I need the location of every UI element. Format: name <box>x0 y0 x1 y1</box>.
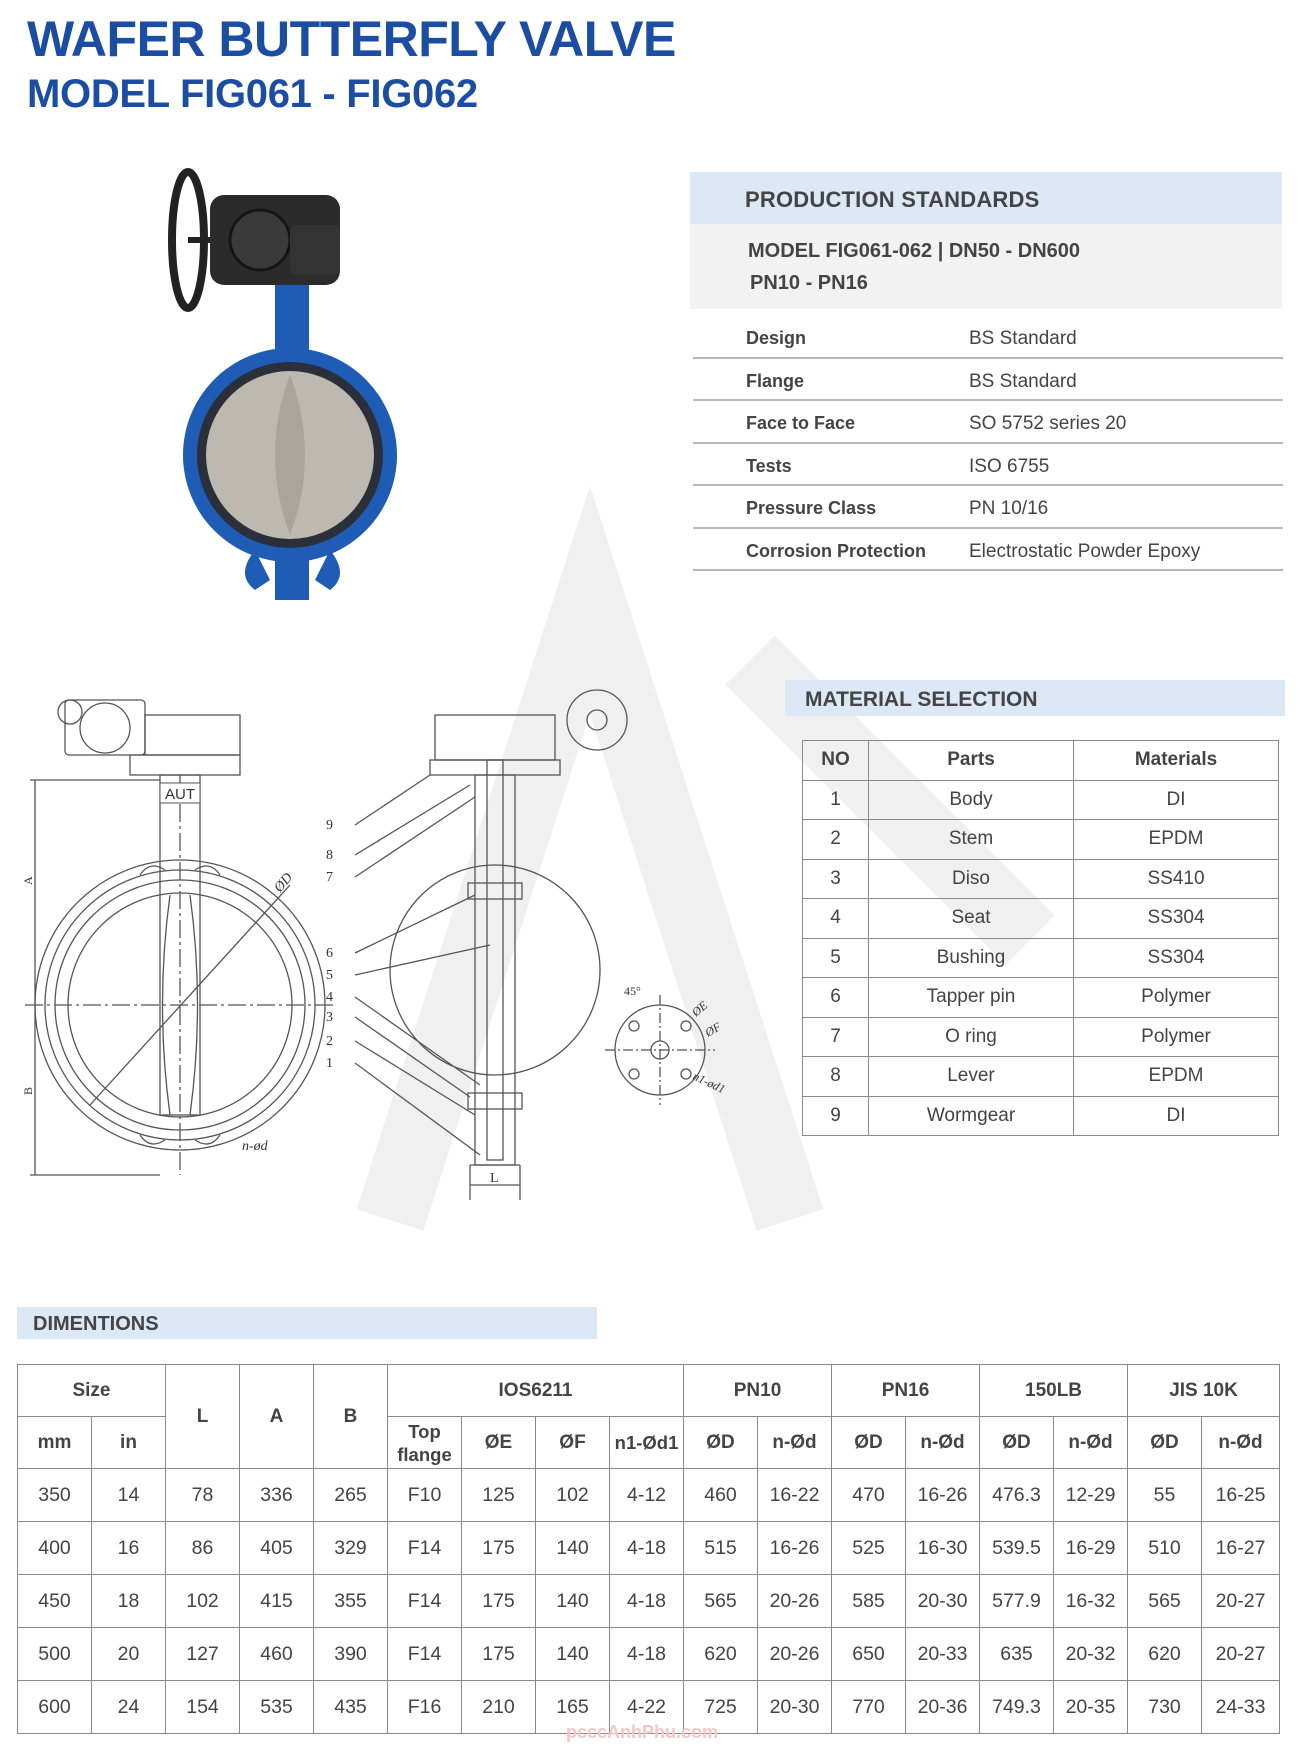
table-cell: 20-30 <box>758 1681 832 1734</box>
table-cell: 175 <box>462 1575 536 1628</box>
material-selection-heading: MATERIAL SELECTION <box>805 688 1038 711</box>
table-cell: Polymer <box>1074 978 1279 1018</box>
table-cell: 165 <box>536 1681 610 1734</box>
table-cell: 4-18 <box>610 1628 684 1681</box>
pn10-od-header: ØD <box>684 1417 758 1469</box>
table-cell: Body <box>869 780 1074 820</box>
standard-key: Face to Face <box>746 413 856 433</box>
column-header: Parts <box>869 741 1074 781</box>
table-cell: 86 <box>166 1522 240 1575</box>
top-flange-header: Top flange <box>388 1417 462 1469</box>
standard-row <box>693 444 1283 487</box>
aut-label: AUT <box>165 786 195 803</box>
table-cell: Stem <box>869 820 1074 860</box>
part-label-1: 1 <box>326 1056 333 1071</box>
table-cell: 350 <box>18 1469 92 1522</box>
table-cell: 24-33 <box>1202 1681 1280 1734</box>
ios6211-header: IOS6211 <box>388 1365 684 1417</box>
table-cell: 390 <box>314 1628 388 1681</box>
production-standards-model <box>690 224 1282 309</box>
table-cell: Tapper pin <box>869 978 1074 1018</box>
nod-label: n-ød <box>242 1139 268 1154</box>
part-label-9: 9 <box>326 818 333 833</box>
table-cell: 24 <box>92 1681 166 1734</box>
page-subtitle: MODEL FIG061 - FIG062 <box>27 72 478 116</box>
table-cell: 18 <box>92 1575 166 1628</box>
dim-a-label: A <box>21 876 35 885</box>
production-standards-header <box>690 172 1282 224</box>
table-row <box>803 1096 1279 1136</box>
dim-b-label: B <box>21 1086 35 1095</box>
table-cell: 525 <box>832 1522 906 1575</box>
table-row <box>18 1628 1280 1681</box>
table-cell: 400 <box>18 1522 92 1575</box>
material-selection-header <box>785 680 1285 716</box>
table-cell: 140 <box>536 1628 610 1681</box>
table-cell: 102 <box>536 1469 610 1522</box>
standard-value: SO 5752 series 20 <box>969 413 1127 434</box>
material-table <box>802 740 1279 1136</box>
150lb-header: 150LB <box>980 1365 1128 1417</box>
l-header: L <box>166 1365 240 1469</box>
model-line-2: PN10 - PN16 <box>750 272 868 294</box>
table-row <box>803 899 1279 939</box>
standard-value: ISO 6755 <box>969 455 1050 477</box>
150lb-nd-header: n-Ød <box>1054 1417 1128 1469</box>
part-label-7: 7 <box>326 870 333 885</box>
table-cell: 355 <box>314 1575 388 1628</box>
table-cell: 565 <box>684 1575 758 1628</box>
table-cell: EPDM <box>1074 820 1279 860</box>
n1-label: n1-ød1 <box>690 1069 728 1097</box>
table-cell: 20 <box>92 1628 166 1681</box>
of-label: ØF <box>702 1019 724 1040</box>
table-cell: 500 <box>18 1628 92 1681</box>
table-cell: Bushing <box>869 938 1074 978</box>
table-cell: F14 <box>388 1575 462 1628</box>
table-cell: 650 <box>832 1628 906 1681</box>
table-cell: 450 <box>18 1575 92 1628</box>
table-cell: 20-27 <box>1202 1628 1280 1681</box>
table-cell: 20-32 <box>1054 1628 1128 1681</box>
side-view-drawing <box>326 685 780 1215</box>
in-header: in <box>92 1417 166 1469</box>
jis10k-header: JIS 10K <box>1128 1365 1280 1417</box>
table-cell: 102 <box>166 1575 240 1628</box>
part-label-5: 5 <box>326 968 333 983</box>
table-cell: F10 <box>388 1469 462 1522</box>
table-cell: 16-22 <box>758 1469 832 1522</box>
of-header: ØF <box>536 1417 610 1469</box>
table-cell: 565 <box>1128 1575 1202 1628</box>
table-cell: 8 <box>803 1057 869 1097</box>
standard-value: PN 10/16 <box>969 498 1049 519</box>
table-cell: 336 <box>240 1469 314 1522</box>
table-cell: 535 <box>240 1681 314 1734</box>
oe-header: ØE <box>462 1417 536 1469</box>
table-cell: 6 <box>803 978 869 1018</box>
standard-key: Design <box>746 328 807 348</box>
pn16-nd-header: n-Ød <box>906 1417 980 1469</box>
part-label-2: 2 <box>326 1034 333 1049</box>
table-cell: 16 <box>92 1522 166 1575</box>
part-label-6: 6 <box>326 946 333 961</box>
standard-row <box>693 529 1283 572</box>
table-cell: 140 <box>536 1522 610 1575</box>
table-row <box>803 978 1279 1018</box>
pn16-header: PN16 <box>832 1365 980 1417</box>
pn16-od-header: ØD <box>832 1417 906 1469</box>
table-cell: 1 <box>803 780 869 820</box>
column-header: Materials <box>1074 741 1279 781</box>
dimentions-table <box>17 1364 1280 1734</box>
table-cell: 20-36 <box>906 1681 980 1734</box>
table-cell: Wormgear <box>869 1096 1074 1136</box>
table-cell: 175 <box>462 1628 536 1681</box>
table-cell: 20-30 <box>906 1575 980 1628</box>
table-cell: 12-29 <box>1054 1469 1128 1522</box>
table-row <box>18 1522 1280 1575</box>
footer-watermark: pcccAnhPhu.com <box>566 1722 719 1742</box>
table-cell: 20-27 <box>1202 1575 1280 1628</box>
oe-label: ØE <box>688 998 711 1020</box>
table-cell: 78 <box>166 1469 240 1522</box>
table-cell: 20-26 <box>758 1628 832 1681</box>
table-cell: 154 <box>166 1681 240 1734</box>
table-cell: 20-26 <box>758 1575 832 1628</box>
mm-header: mm <box>18 1417 92 1469</box>
standard-value: BS Standard <box>969 370 1077 392</box>
table-cell: SS304 <box>1074 899 1279 939</box>
table-cell: Seat <box>869 899 1074 939</box>
pn10-nd-header: n-Ød <box>758 1417 832 1469</box>
table-cell: 3 <box>803 859 869 899</box>
table-cell: 4-18 <box>610 1575 684 1628</box>
dimentions-header <box>17 1307 597 1339</box>
table-cell: 127 <box>166 1628 240 1681</box>
table-cell: SS304 <box>1074 938 1279 978</box>
table-row <box>18 1469 1280 1522</box>
table-cell: 470 <box>832 1469 906 1522</box>
standard-key: Tests <box>746 455 792 476</box>
table-cell: 515 <box>684 1522 758 1575</box>
table-cell: 4-18 <box>610 1522 684 1575</box>
table-cell: 16-26 <box>758 1522 832 1575</box>
n1d1-header: n1-Ød1 <box>610 1417 684 1469</box>
table-cell: 125 <box>462 1469 536 1522</box>
table-cell: 5 <box>803 938 869 978</box>
model-line-1: MODEL FIG061-062 | DN50 - DN600 <box>748 240 1081 262</box>
table-cell: EPDM <box>1074 1057 1279 1097</box>
table-cell: F14 <box>388 1522 462 1575</box>
table-cell: 16-29 <box>1054 1522 1128 1575</box>
jis-nd-header: n-Ød <box>1202 1417 1280 1469</box>
table-cell: 140 <box>536 1575 610 1628</box>
table-cell: 9 <box>803 1096 869 1136</box>
table-cell: 405 <box>240 1522 314 1575</box>
table-row <box>803 780 1279 820</box>
standard-value: BS Standard <box>969 328 1077 349</box>
table-row <box>803 820 1279 860</box>
table-cell: 55 <box>1128 1469 1202 1522</box>
table-cell: 730 <box>1128 1681 1202 1734</box>
table-header-row <box>18 1365 1280 1417</box>
table-cell: 460 <box>684 1469 758 1522</box>
table-cell: 510 <box>1128 1522 1202 1575</box>
table-cell: 16-30 <box>906 1522 980 1575</box>
table-cell: 539.5 <box>980 1522 1054 1575</box>
table-cell: 14 <box>92 1469 166 1522</box>
standard-row <box>693 486 1283 529</box>
table-row <box>803 1017 1279 1057</box>
table-cell: 435 <box>314 1681 388 1734</box>
table-cell: DI <box>1074 1096 1279 1136</box>
table-cell: SS410 <box>1074 859 1279 899</box>
table-cell: 265 <box>314 1469 388 1522</box>
table-cell: 210 <box>462 1681 536 1734</box>
standard-row <box>693 401 1283 444</box>
b-header: B <box>314 1365 388 1469</box>
table-cell: 175 <box>462 1522 536 1575</box>
dimentions-heading: DIMENTIONS <box>33 1313 159 1335</box>
standard-row <box>693 359 1283 402</box>
table-cell: 329 <box>314 1522 388 1575</box>
front-view-drawing <box>10 685 340 1195</box>
standard-row <box>693 316 1283 359</box>
table-cell: 20-33 <box>906 1628 980 1681</box>
table-cell: DI <box>1074 780 1279 820</box>
table-cell: 16-32 <box>1054 1575 1128 1628</box>
table-cell: 4 <box>803 899 869 939</box>
table-header-row <box>803 741 1279 781</box>
production-standards-heading: PRODUCTION STANDARDS <box>745 187 1040 212</box>
table-cell: 4-22 <box>610 1681 684 1734</box>
table-cell: 620 <box>684 1628 758 1681</box>
150lb-od-header: ØD <box>980 1417 1054 1469</box>
table-cell: F14 <box>388 1628 462 1681</box>
od-label: ØD <box>271 870 297 896</box>
valve-photo <box>160 150 460 670</box>
page-title: WAFER BUTTERFLY VALVE <box>27 11 676 67</box>
angle-label: 45° <box>624 984 641 998</box>
standard-key: Flange <box>746 370 805 391</box>
part-label-3: 3 <box>326 1010 333 1025</box>
table-row <box>803 938 1279 978</box>
table-cell: 16-25 <box>1202 1469 1280 1522</box>
table-row <box>18 1575 1280 1628</box>
table-cell: 577.9 <box>980 1575 1054 1628</box>
pn10-header: PN10 <box>684 1365 832 1417</box>
size-header: Size <box>18 1365 166 1417</box>
table-cell: F16 <box>388 1681 462 1734</box>
table-cell: 4-12 <box>610 1469 684 1522</box>
table-cell: 7 <box>803 1017 869 1057</box>
table-cell: 16-26 <box>906 1469 980 1522</box>
table-cell: 415 <box>240 1575 314 1628</box>
table-cell: 476.3 <box>980 1469 1054 1522</box>
table-cell: Diso <box>869 859 1074 899</box>
table-cell: Lever <box>869 1057 1074 1097</box>
table-row <box>803 1057 1279 1097</box>
table-cell: 20-35 <box>1054 1681 1128 1734</box>
table-cell: 635 <box>980 1628 1054 1681</box>
jis-od-header: ØD <box>1128 1417 1202 1469</box>
standard-key: Pressure Class <box>746 498 877 518</box>
part-label-4: 4 <box>326 990 333 1005</box>
table-cell: 16-27 <box>1202 1522 1280 1575</box>
a-header: A <box>240 1365 314 1469</box>
standard-key: Corrosion Protection <box>746 540 927 561</box>
table-cell: Polymer <box>1074 1017 1279 1057</box>
table-cell: 600 <box>18 1681 92 1734</box>
table-cell: 620 <box>1128 1628 1202 1681</box>
table-cell: 2 <box>803 820 869 860</box>
table-cell: 770 <box>832 1681 906 1734</box>
table-row <box>803 859 1279 899</box>
production-standards-list <box>693 316 1283 571</box>
table-cell: 725 <box>684 1681 758 1734</box>
standard-value: Electrostatic Powder Epoxy <box>969 540 1201 562</box>
table-cell: 749.3 <box>980 1681 1054 1734</box>
table-cell: O ring <box>869 1017 1074 1057</box>
column-header: NO <box>803 741 869 781</box>
table-cell: 460 <box>240 1628 314 1681</box>
table-cell: 585 <box>832 1575 906 1628</box>
dim-l-label: L <box>490 1171 499 1186</box>
part-label-8: 8 <box>326 848 333 863</box>
